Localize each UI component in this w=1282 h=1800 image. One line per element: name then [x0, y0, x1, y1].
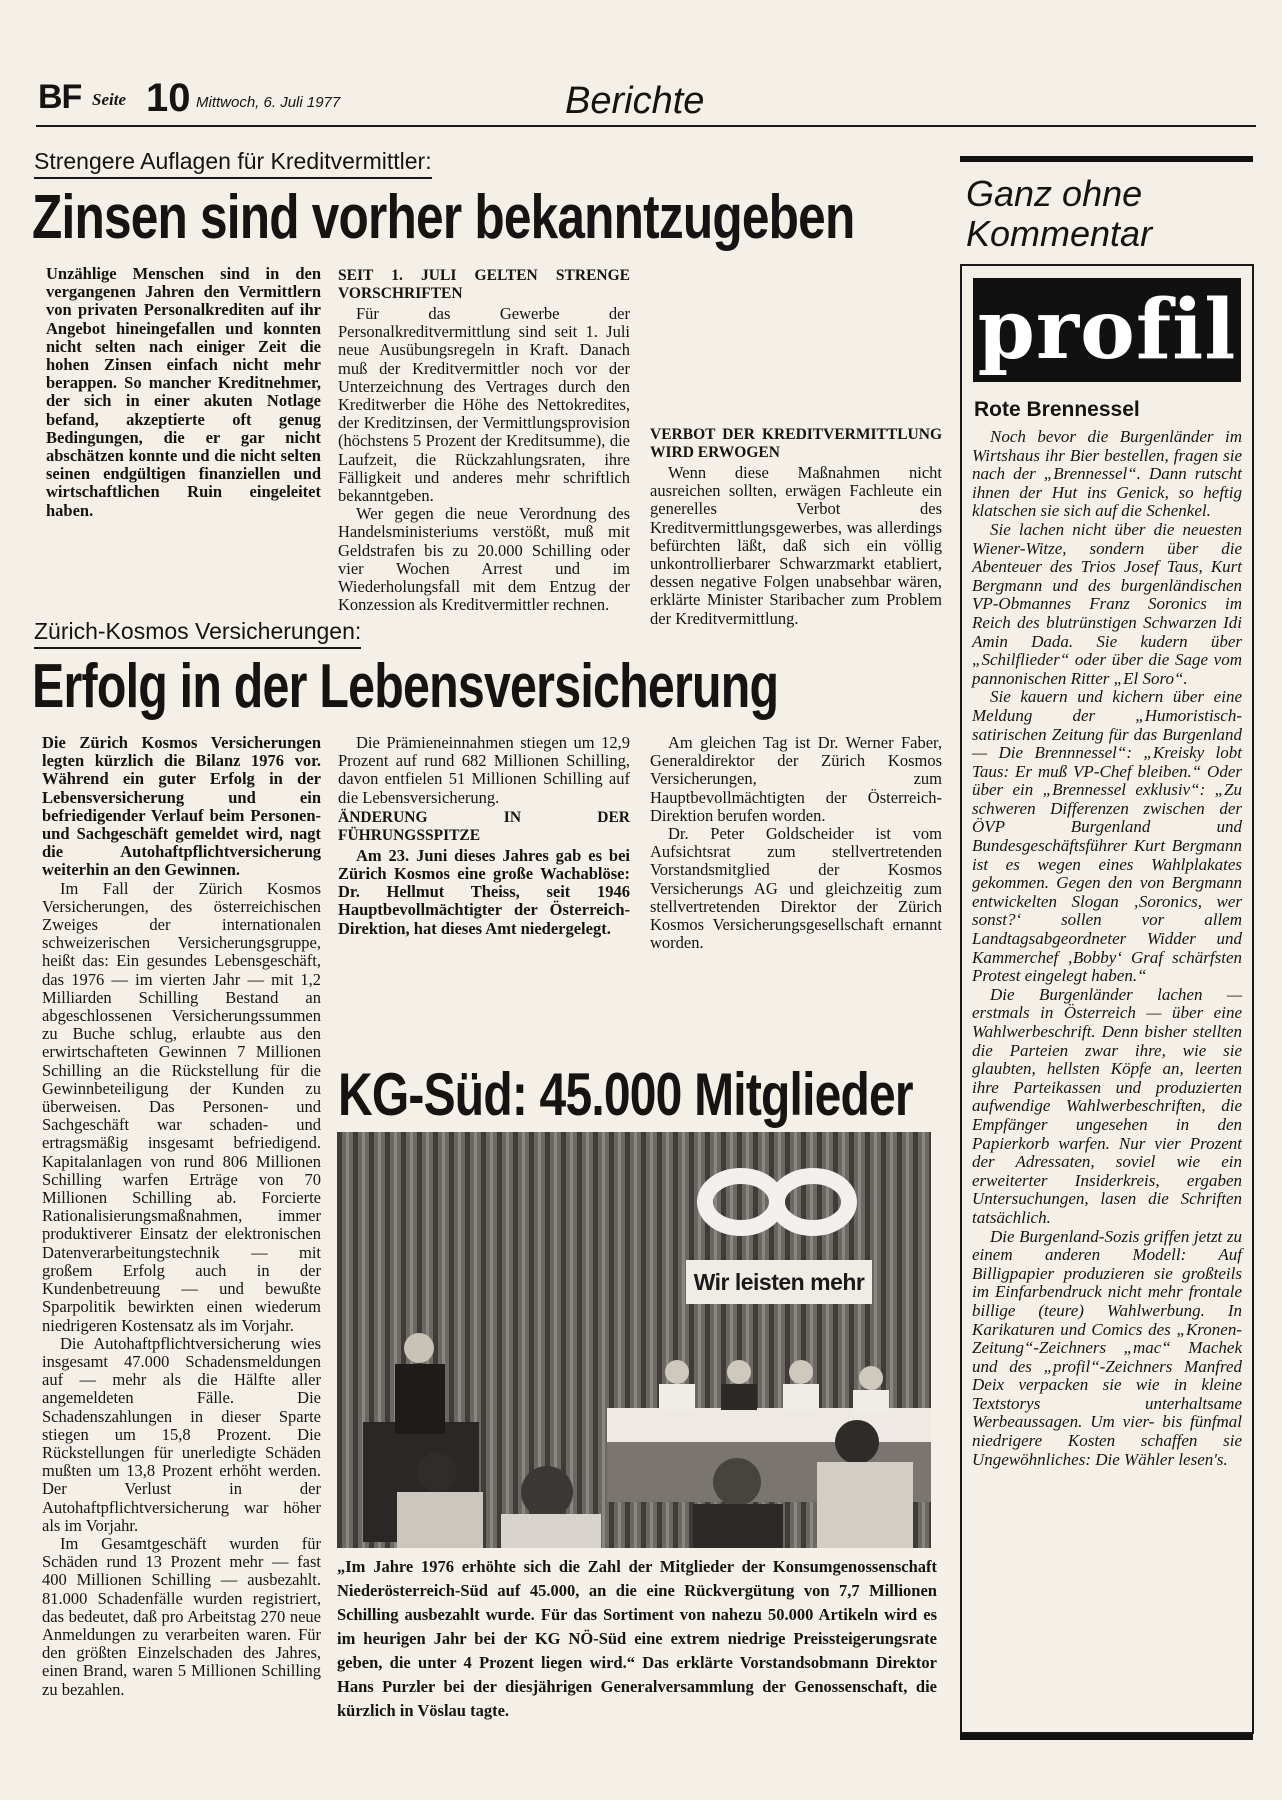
sidebar-paragraph-5: Die Burgenland-Sozis griffen jetzt zu einem anderen Modell: Auf Billigpapier produzieren sie großteils im Einfarbendruck nicht mehr frontale billige (teure) Wahlwerbung. In Karikaturen und Comics des „Kronen-Zeitung“-Zeichners „mac“ Machek und des „profil“-Zeichners Manfred Deix verpacken sie wie in kleine Textstorys unterhaltsame Werbeaussagen. Um vier- bis fünfmal niedrigere Kosten schaffen sie Ungewöhnliches: Die Wähler lesen's.: [972, 1226, 1242, 1469]
sidebar-text: [972, 428, 1242, 1469]
article3-caption: „Im Jahre 1976 erhöhte sich die Zahl der Mitglieder der Konsumgenossenschaft Niederösterreich-Süd auf 45.000, an die eine Rückvergütung von 7,7 Millionen Schilling ausbezahlt wurde. Für das Sortiment von nahezu 50.000 Artikeln wird es im heurigen Jahr bei der KG NÖ-Süd eine extrem niedrige Preissteigerungsrate geben, die unter 4 Prozent liegen wird.“ Das erklärte Vorstandsobmann Direktor Hans Purzler bei der diesjährigen Generalversammlung der Genossenschaft, die kürzlich in Vöslau tagte.: [337, 1557, 937, 1720]
article2-paragraph-7: Dr. Peter Goldscheider ist vom Aufsichtsrat zum stellvertretenden Vorstandsmitglied der Kosmos Versicherungs AG und gleichzeitig zum stellvertretenden Direktor der Zürich Kosmos Versicherungsgesellschaft ernannt worden.: [650, 824, 942, 953]
sidebar-paragraph-3: Sie kauern und kichern über eine Meldung der „Humoristisch-satirischen Zeitung für das Burgenland — Die Brennnessel“: „Kreisky lobt Taus: Er muß VP-Chef bleiben.“ Oder über ein „Brennessel exklusiv“: „Zu schweren Differenzen zwischen der ÖVP Burgenland und Bundesgeschäftsführer Kurt Bergmann ist es wegen eines Wahlplakates gekommen. Gegen den von Bergmann entwickelten Slogan ‚Soronics, wer sonst?‘ sollen vor allem Landtagsabgeordneter Widder und Kammerchef ‚Bobby‘ Graf schärfsten Protest eingelegt haben.“: [972, 687, 1242, 986]
article1-subhead-2: VERBOT DER KREDITVERMITTLUNG WIRD ERWOGEN: [650, 426, 942, 461]
masthead-section: Berichte: [565, 80, 705, 122]
article2-paragraph-4: Die Prämieneinnahmen stiegen um 12,9 Prozent auf rund 682 Millionen Schilling, davon entfielen 51 Millionen Schilling auf die Lebensversicherung.: [338, 733, 630, 807]
article2-paragraph-2: Die Autohaftpflichtversicherung wies insgesamt 47.000 Schadensmeldungen auf — mehr als die Hälfte aller angemeldeten Fälle. Die Schadenszahlungen in dieser Sparte stiegen um 15,8 Prozent. Die Rückstellungen für unerledigte Schäden mußten um 13,8 Prozent erhöht werden. Der Verlust in der Autohaftpflichtversicherung war höher als im Vorjahr.: [42, 1333, 321, 1535]
masthead-rule: [36, 125, 1256, 127]
article1-subhead-1: SEIT 1. JULI GELTEN STRENGE VORSCHRIFTEN: [338, 267, 630, 302]
article1-column-3b: [650, 424, 942, 628]
article1-headline: Zinsen sind vorher bekanntzugeben: [32, 183, 855, 252]
article2-paragraph-6: Am gleichen Tag ist Dr. Werner Faber, Generaldirektor der Zürich Kosmos Versicherungen, zum Hauptbevollmächtigten der Österreich-Direktion berufen worden.: [650, 733, 942, 825]
article2-paragraph-1: Im Fall der Zürich Kosmos Versicherungen, des österreichischen Zweiges der internationalen schweizerischen Versicherungsgruppe, heißt das: Ein gesundes Lebensgeschäft, das 1976 — im vierten Jahr — mit 1,2 Milliarden Schilling Bestand an abgeschlossenen Versicherungssummen zu Buche schlug, erlaubte aus den erwirtschafteten Gewinnen 7 Millionen Schilling an die Rückstellung für die Gewinnbeteiligung der Kunden zu überweisen. Das Personen- und Sachgeschäft war schaden- und ertragsmäßig insgesamt befriedigend. Kapitalanlagen von rund 806 Millionen Schilling warfen Erträge von 70 Millionen Schilling ab. Forcierte Rationalisierungsmaßnahmen, immer produktiverer Einsatz der elektronischen Datenverarbeitungstechnik — mit großem Erfolg auch in der Kundenbetreuung — und bewußte Sparpolitik bewirkten einen wiederum niedrigeren Kostensatz als im Vorjahr.: [42, 878, 321, 1335]
article1-paragraph-1: Für das Gewerbe der Personalkreditvermittlung sind seit 1. Juli neue Ausübungsregeln in Kraft. Danach muß der Kreditvermittler noch vor der Unterzeichnung des Vertrages durch den Kreditwerber die Höhe des Nettokredites, der Kreditzinsen, der Vermittlungsprovision (höchstens 5 Prozent der Kreditsumme), die Laufzeit, die Rückzahlungsraten, ihre Fälligkeit und anderes mehr schriftlich bekanntgeben.: [338, 304, 630, 506]
article1-paragraph-3: Wenn diese Maßnahmen nicht ausreichen sollten, erwägen Fachleute ein generelles Verbot des Kreditvermittlungsgewerbes, was allerdings befürchten läßt, daß sich ein völlig unkontrollierbarer Schwarzmarkt etabliert, dessen negative Folgen unabsehbar wären, erklärte Minister Staribacher zum Problem der Kreditvermittlung.: [650, 463, 942, 628]
article2-paragraph-3: Im Gesamtgeschäft wurden für Schäden rund 13 Prozent mehr — fast 400 Millionen Schilling — ausbezahlt. 81.000 Schadenfälle wurden registriert, das bedeutet, daß pro Arbeitstag 270 neue Anmeldungen zu verarbeiten waren. Für den größten Einzelschaden des Jahres, einen Brand, waren 5 Millionen Schilling zu bezahlen.: [42, 1533, 321, 1699]
article1-lead-column: [46, 265, 321, 520]
article2-headline: Erfolg in der Lebensversicherung: [32, 652, 779, 721]
article2-lead: Die Zürich Kosmos Versicherungen legten kürzlich die Bilanz 1976 vor. Während ein guter Erfolg in der Lebensversicherung und ein befriedigender Verlauf beim Personen- und Sachgeschäft gemeldet wird, nagt die Autohaftpflichtversicherung weiterhin an den Gewinnen.: [42, 733, 321, 880]
banner-text: Wir leisten mehr: [693, 1269, 865, 1295]
assembly-photo-illustration: [337, 1132, 931, 1548]
article1-column-2: [338, 265, 630, 614]
article2-paragraph-5: Am 23. Juni dieses Jahres gab es bei Zürich Kosmos eine große Wachablöse: Dr. Hellmut Theiss, seit 1946 Hauptbevollmächtigter der Österreich-Direktion, hat dieses Amt niedergelegt.: [338, 845, 630, 938]
article2-column-2: [338, 734, 630, 938]
sidebar-paragraph-2: Sie lachen nicht über die neuesten Wiener-Witze, sondern über die Abenteuer des Trios Josef Taus, Kurt Bergmann und des burgenländischen VP-Obmannes Franz Soronics im Reich des blutrünstigen Schwarzen Idi Amin Dada. Sie kudern über „Schilflieder“ oder über die Sage vom pannonischen Ritter „El Soro“.: [972, 519, 1242, 688]
article1-lead: Unzählige Menschen sind in den vergangenen Jahren den Vermittlern von privaten Personalkrediten auf ihr Angebot hineingefallen und konnten nicht selten nach einiger Zeit die hohen Zinsen einfach nicht mehr berappen. So mancher Kreditnehmer, der sich in einer akuten Notlage befand, akzeptierte oft genug Bedingungen, die er gar nicht abschätzen konnte und die nicht selten seinen endgültigen finanziellen und wirtschaftlichen Ruin eingeleitet haben.: [46, 264, 321, 520]
article2-column-3: [650, 734, 942, 952]
sidebar-paragraph-4: Die Burgenländer lachen — erstmals in Österreich — über eine Wahlwerbeschrift. Denn bisher stellten die Parteien zwar ihre, wie sie glaubten, hellsten Köpfe an, leerten ihre Parteikassen und produzierten aufwendige Wahlwerbeschriften, die Empfänger ungesehen in den Papierkorb warfen. Nur vier Prozent der Adressaten, soviel wie ein erweiterter Insiderkreis, ergaben Untersuchungen, lasen die Schriften tatsächlich.: [972, 984, 1242, 1227]
article1-kicker: Strengere Auflagen für Kreditvermittler:: [34, 148, 432, 179]
sidebar-heading: Rote Brennessel: [974, 398, 1140, 421]
assembly-photo: [337, 1132, 931, 1548]
masthead-seite-label: Seite: [92, 90, 126, 109]
masthead-paper-logo: BF: [38, 78, 82, 116]
sidebar-title-line-2: Kommentar: [966, 213, 1153, 254]
masthead-date: Mittwoch, 6. Juli 1977: [196, 94, 341, 111]
sidebar-title-line-1: Ganz ohne: [966, 173, 1143, 214]
sidebar-title: [966, 174, 1152, 254]
sidebar-paragraph-1: Noch bevor die Burgenländer im Wirtshaus ihr Bier bestellen, fragen sie nach der „Brennessel“. Dann rutscht ihnen der Hut ins Genick, so heftig klatschen sie sich auf die Schenkel.: [972, 427, 1242, 521]
article2-column-1: [42, 734, 321, 1699]
sidebar-top-rule: [960, 156, 1253, 162]
sidebar-bottom-rule: [960, 1734, 1253, 1740]
article2-subhead-1: ÄNDERUNG IN DER FÜHRUNGSSPITZE: [338, 808, 630, 844]
article1-paragraph-2: Wer gegen die neue Verordnung des Handelsministeriums verstößt, muß mit Geldstrafen bis zu 20.000 Schilling oder vier Wochen Arrest und im Wiederholungsfall mit dem Entzug der Konzession als Kreditvermittler rechnen.: [338, 504, 630, 615]
article3-headline: KG-Süd: 45.000 Mitglieder: [338, 1061, 913, 1128]
masthead-page-number: 10: [146, 76, 191, 120]
article2-kicker: Zürich-Kosmos Versicherungen:: [34, 618, 361, 649]
profil-logo: profil: [973, 278, 1241, 382]
